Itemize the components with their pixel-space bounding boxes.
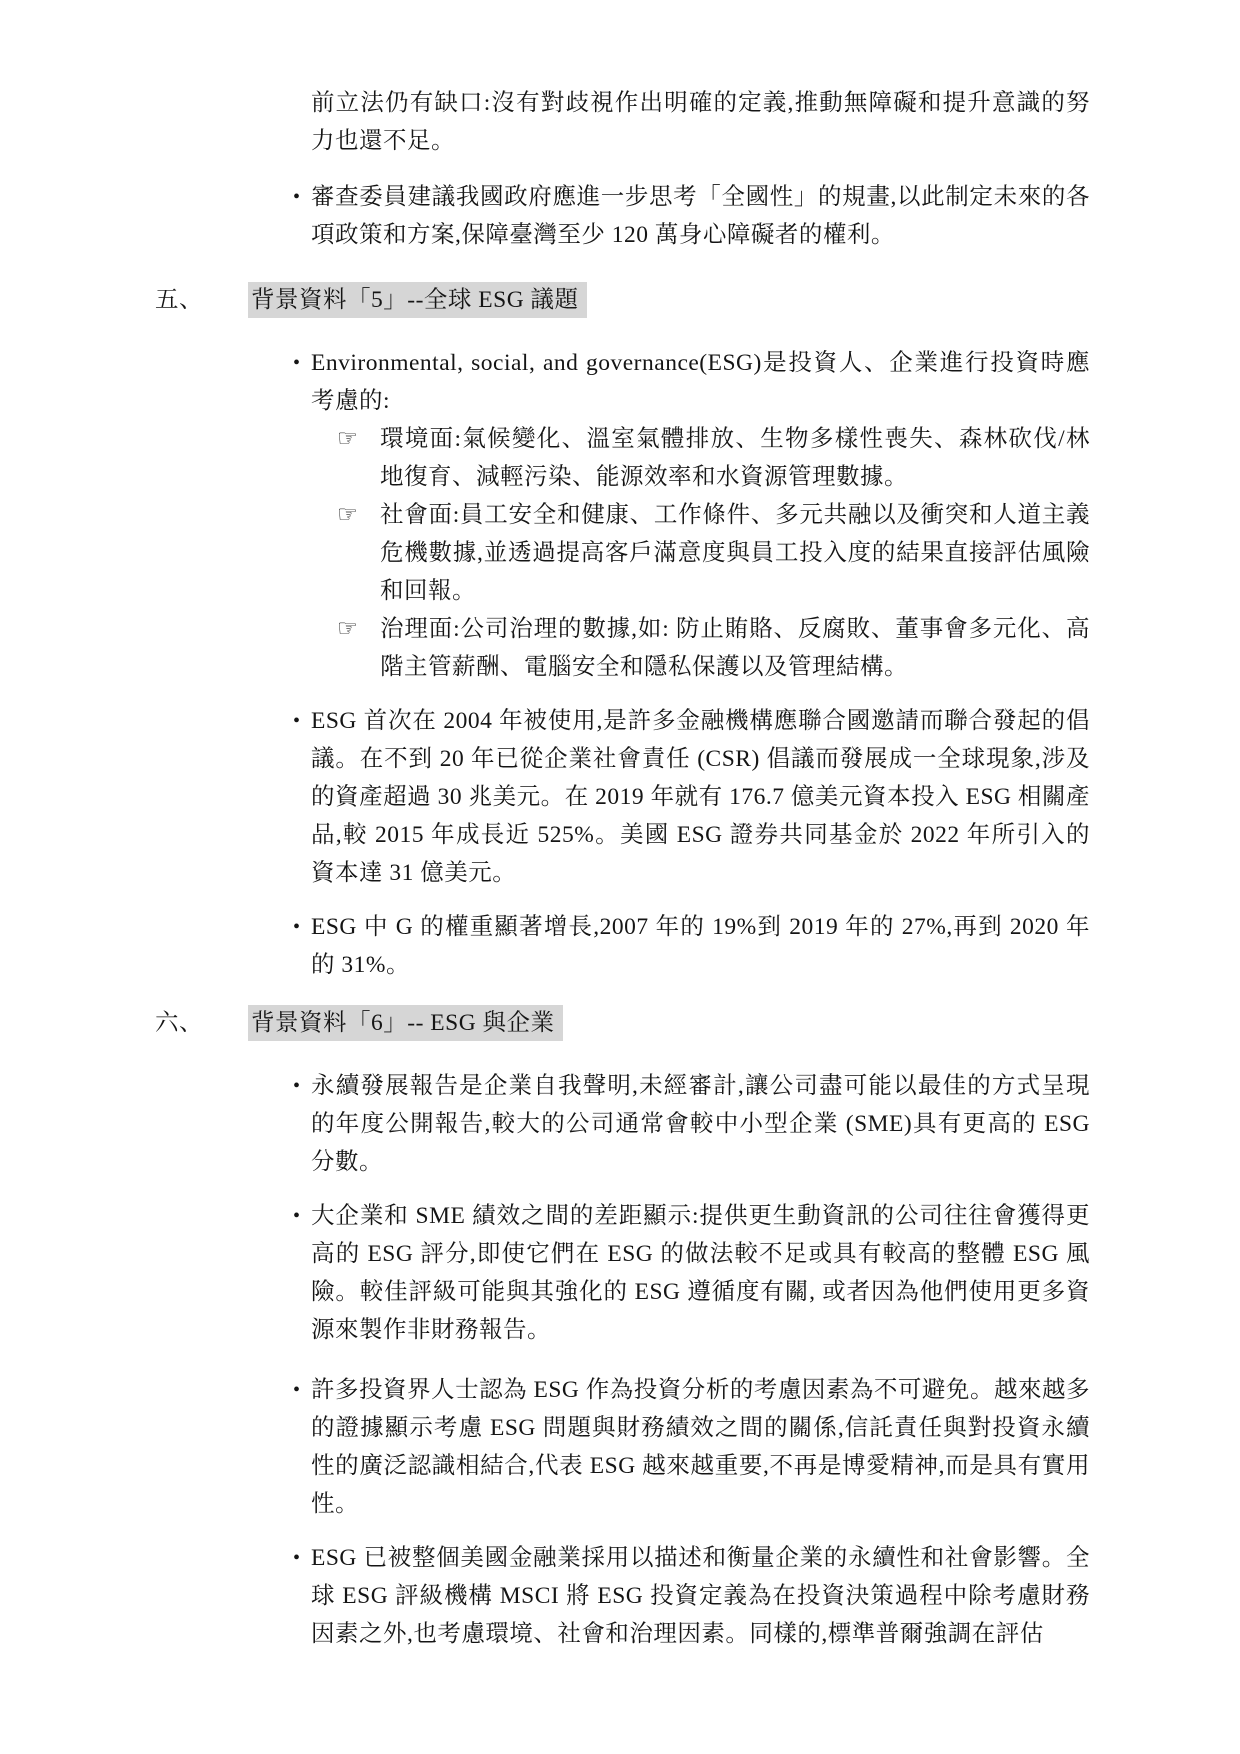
bullet-item (293, 344, 1090, 420)
bullet-item (293, 178, 1090, 254)
pointing-finger-icon: ☞ (337, 426, 359, 452)
bullet-icon: • (293, 916, 301, 938)
bullet-text: ESG 中 G 的權重顯著增長,2007 年的 19%到 2019 年的 27%,再到 2020 年的 31%。 (311, 914, 1090, 978)
bullet-text: 大企業和 SME 績效之間的差距顯示:提供更生動資訊的公司往往會獲得更高的 ESG 評分,即使它們在 ESG 的做法較不足或具有較高的整體 ESG 風險。較佳評級可能與其強化的 ESG 遵循度有關, 或者因為他們使用更多資源來製作非財務報告。 (311, 1203, 1090, 1343)
bullet-item (293, 1067, 1090, 1181)
sub-bullet-item (337, 496, 1090, 610)
bullet-text: Environmental, social, and governance(ESG)是投資人、企業進行投資時應考慮的: (311, 350, 1090, 414)
sub-bullet-text: 環境面:氣候變化、溫室氣體排放、生物多樣性喪失、森林砍伐/林地復育、減輕污染、能源效率和水資源管理數據。 (380, 426, 1090, 490)
section-number: 六、 (155, 1010, 203, 1036)
bullet-item (293, 1197, 1090, 1349)
bullet-icon: • (293, 352, 301, 374)
section-heading-5 (155, 281, 1240, 319)
section-title-highlight: 背景資料「6」-- ESG 與企業 (248, 1005, 563, 1041)
section-number: 五、 (155, 287, 203, 313)
bullet-text: 許多投資界人士認為 ESG 作為投資分析的考慮因素為不可避免。越來越多的證據顯示考慮 ESG 問題與財務績效之間的關係,信託責任與對投資永續性的廣泛認識相結合,代表 ESG 越來越重要,不再是博愛精神,而是具有實用性。 (311, 1377, 1090, 1517)
bullet-icon: • (293, 710, 301, 732)
bullet-item (293, 1371, 1090, 1523)
bullet-item (293, 1539, 1090, 1653)
bullet-text: 永續發展報告是企業自我聲明,未經審計,讓公司盡可能以最佳的方式呈現的年度公開報告,較大的公司通常會較中小型企業 (SME)具有更高的 ESG 分數。 (311, 1073, 1090, 1175)
sub-bullet-item (337, 610, 1090, 686)
sub-bullet-item (337, 420, 1090, 496)
bullet-item (293, 702, 1090, 892)
bullet-text: ESG 已被整個美國金融業採用以描述和衡量企業的永續性和社會影響。全球 ESG 評級機構 MSCI 將 ESG 投資定義為在投資決策過程中除考慮財務因素之外,也考慮環境、社會和治理因素。同樣的,標準普爾強調在評估 (311, 1545, 1090, 1647)
section-title-highlight: 背景資料「5」--全球 ESG 議題 (248, 282, 587, 318)
bullet-icon: • (293, 1547, 301, 1569)
bullet-icon: • (293, 1379, 301, 1401)
pointing-finger-icon: ☞ (337, 502, 359, 528)
pointing-finger-icon: ☞ (337, 616, 359, 642)
bullet-text: ESG 首次在 2004 年被使用,是許多金融機構應聯合國邀請而聯合發起的倡議。在不到 20 年已從企業社會責任 (CSR) 倡議而發展成一全球現象,涉及的資產超過 30 兆美元。在 2019 年就有 176.7 億美元資本投入 ESG 相關產品,較 2015 年成長近 525%。美國 ESG 證券共同基金於 2022 年所引入的資本達 31 億美元。 (311, 708, 1090, 886)
bullet-icon: • (293, 1205, 301, 1227)
bullet-item (293, 908, 1090, 984)
sub-bullet-text: 治理面:公司治理的數據,如: 防止賄賂、反腐敗、董事會多元化、高階主管薪酬、電腦安全和隱私保護以及管理結構。 (380, 616, 1090, 680)
section-heading-6 (155, 1004, 1240, 1042)
bullet-icon: • (293, 186, 301, 208)
continuation-paragraph: 前立法仍有缺口:沒有對歧視作出明確的定義,推動無障礙和提升意識的努力也還不足。 (311, 90, 1090, 154)
sub-bullet-list (0, 420, 1240, 686)
bullet-text: 審查委員建議我國政府應進一步思考「全國性」的規畫,以此制定未來的各項政策和方案,保障臺灣至少 120 萬身心障礙者的權利。 (311, 184, 1090, 248)
bullet-icon: • (293, 1075, 301, 1097)
sub-bullet-text: 社會面:員工安全和健康、工作條件、多元共融以及衝突和人道主義危機數據,並透過提高客戶滿意度與員工投入度的結果直接評估風險和回報。 (380, 502, 1090, 604)
